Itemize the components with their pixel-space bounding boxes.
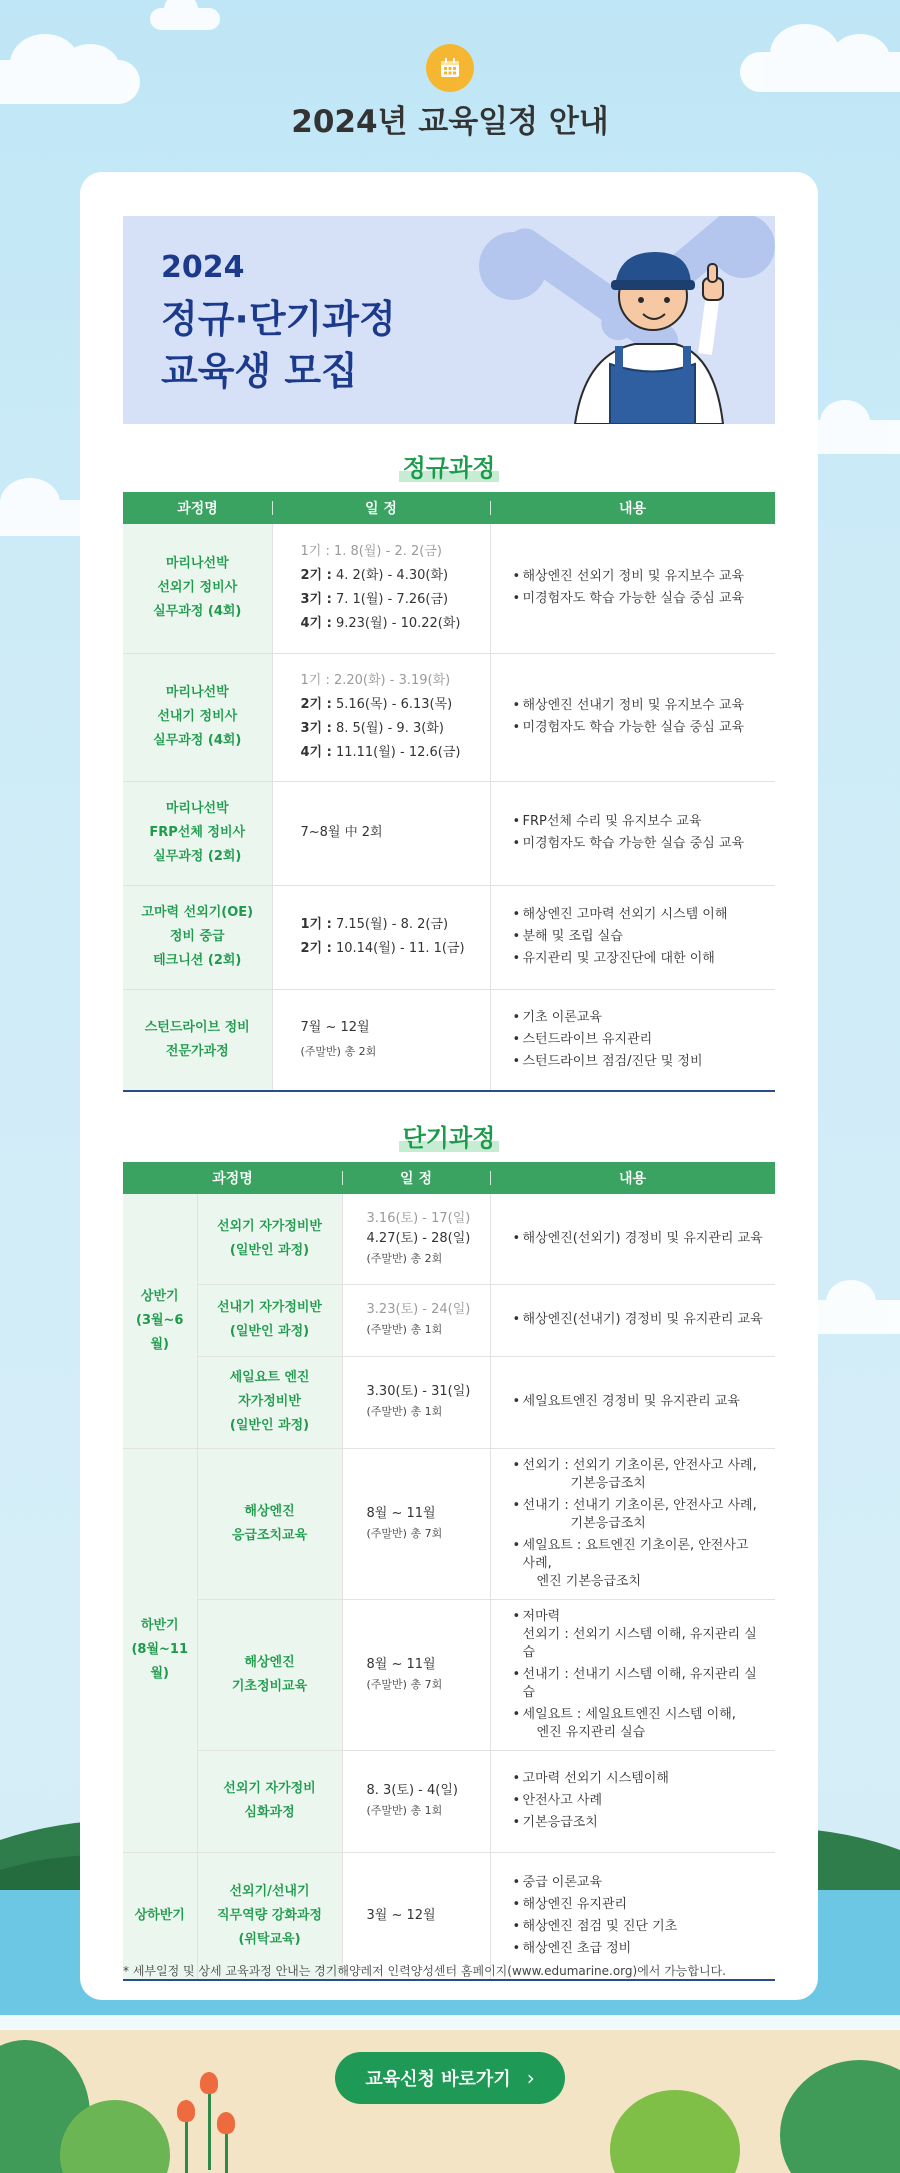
course-content: • 세일요트엔진 경정비 및 유지관리 교육 bbox=[490, 1356, 775, 1448]
period-label: 상하반기 bbox=[123, 1852, 197, 1980]
banner-subheadline: 교육생 모집 bbox=[161, 349, 358, 393]
short-section-title: 단기과정 bbox=[123, 1118, 775, 1153]
course-name: 마리나선박 선외기 정비사 실무과정 (4회) bbox=[123, 524, 272, 653]
course-content: • FRP선체 수리 및 유지보수 교육 • 미경험자도 학습 가능한 실습 중심 교육 bbox=[490, 781, 775, 885]
table-row bbox=[123, 524, 775, 653]
table-row bbox=[123, 1852, 775, 1980]
calendar-icon bbox=[426, 44, 474, 92]
table-row bbox=[123, 885, 775, 989]
recruit-banner bbox=[123, 216, 775, 424]
course-schedule: 7월 ~ 12월 (주말반) 총 2회 bbox=[272, 989, 490, 1091]
course-schedule: 7~8월 中 2회 bbox=[272, 781, 490, 885]
regular-section-title: 정규과정 bbox=[123, 448, 775, 483]
course-content: • 해상엔진 선내기 정비 및 유지보수 교육 • 미경험자도 학습 가능한 실습 중심 교육 bbox=[490, 653, 775, 781]
course-name: 스턴드라이브 정비 전문가과정 bbox=[123, 989, 272, 1091]
course-name: 세일요트 엔진 자가정비반 (일반인 과정) bbox=[197, 1356, 342, 1448]
table-row bbox=[123, 1194, 775, 1284]
course-content: • 기초 이론교육 • 스턴드라이브 유지관리 • 스턴드라이브 점검/진단 및 정비 bbox=[490, 989, 775, 1091]
course-schedule: 8월 ~ 11월 (주말반) 총 7회 bbox=[342, 1448, 490, 1599]
table-row bbox=[123, 1750, 775, 1852]
cloud-decoration bbox=[150, 8, 220, 30]
table-header-row bbox=[123, 1162, 775, 1194]
course-content: • 저마력 선외기 : 선외기 시스템 이해, 유지관리 실습 • 선내기 : 선내기 시스템 이해, 유지관리 실습 • 세일요트 : 세일요트엔진 시스템 이해, 엔진 유지관리 실습 bbox=[490, 1599, 775, 1750]
cloud-decoration bbox=[740, 52, 900, 92]
footnote: * 세부일정 및 상세 교육과정 안내는 경기해양레저 인력양성센터 홈페이지(www.edumarine.org)에서 가능합니다. bbox=[123, 1964, 726, 1978]
mechanic-illustration bbox=[555, 234, 745, 424]
table-header-row bbox=[123, 492, 775, 524]
apply-button-label: 교육신청 바로가기 bbox=[365, 2069, 511, 2090]
apply-button[interactable] bbox=[335, 2052, 565, 2104]
course-content: • 해상엔진(선외기) 경정비 및 유지관리 교육 bbox=[490, 1194, 775, 1284]
flower-decoration bbox=[200, 2072, 218, 2094]
course-name: 마리나선박 선내기 정비사 실무과정 (4회) bbox=[123, 653, 272, 781]
page-title: 2024년 교육일정 안내 bbox=[291, 104, 609, 140]
banner-headline: 정규·단기과정 bbox=[161, 297, 396, 341]
course-schedule: 1기 : 2.20(화) - 3.19(화) 2기 : 5.16(목) - 6.13(목) 3기 : 8. 5(월) - 9. 3(화) 4기 : 11.11(월) - 12.6(금) bbox=[272, 653, 490, 781]
course-name: 선외기/선내기 직무역량 강화과정 (위탁교육) bbox=[197, 1852, 342, 1980]
table-row bbox=[123, 653, 775, 781]
table-row bbox=[123, 1284, 775, 1356]
course-schedule: 3.30(토) - 31(일) (주말반) 총 1회 bbox=[342, 1356, 490, 1448]
course-schedule: 3월 ~ 12월 bbox=[342, 1852, 490, 1980]
course-content: • 중급 이론교육 • 해상엔진 유지관리 • 해상엔진 점검 및 진단 기초 • 해상엔진 초급 정비 bbox=[490, 1852, 775, 1980]
table-row bbox=[123, 781, 775, 885]
banner-year: 2024 bbox=[161, 250, 245, 285]
course-content: • 고마력 선외기 시스템이해 • 안전사고 사례 • 기본응급조치 bbox=[490, 1750, 775, 1852]
course-schedule: 1기 : 1. 8(월) - 2. 2(금) 2기 : 4. 2(화) - 4.30(화) 3기 : 7. 1(월) - 7.26(금) 4기 : 9.23(월) - 10.22(화) bbox=[272, 524, 490, 653]
column-header: 과정명 bbox=[123, 492, 272, 524]
course-content: • 해상엔진(선내기) 경정비 및 유지관리 교육 bbox=[490, 1284, 775, 1356]
course-name: 고마력 선외기(OE) 정비 중급 테크니션 (2회) bbox=[123, 885, 272, 989]
table-row bbox=[123, 1356, 775, 1448]
course-name: 선내기 자가정비반 (일반인 과정) bbox=[197, 1284, 342, 1356]
course-name: 해상엔진 기초정비교육 bbox=[197, 1599, 342, 1750]
course-name: 해상엔진 응급조치교육 bbox=[197, 1448, 342, 1599]
table-row bbox=[123, 1599, 775, 1750]
column-header: 내용 bbox=[490, 1162, 775, 1194]
flower-decoration bbox=[177, 2100, 195, 2122]
course-schedule: 1기 : 7.15(월) - 8. 2(금) 2기 : 10.14(월) - 11. 1(금) bbox=[272, 885, 490, 989]
course-name: 선외기 자가정비반 (일반인 과정) bbox=[197, 1194, 342, 1284]
column-header: 일 정 bbox=[342, 1162, 490, 1194]
chevron-right-icon: › bbox=[526, 2066, 535, 2090]
regular-course-table bbox=[123, 492, 775, 1092]
course-schedule: 3.16(토) - 17(일) 4.27(토) - 28(일) (주말반) 총 2회 bbox=[342, 1194, 490, 1284]
course-content: • 해상엔진 선외기 정비 및 유지보수 교육 • 미경험자도 학습 가능한 실습 중심 교육 bbox=[490, 524, 775, 653]
period-label: 상반기 (3월~6월) bbox=[123, 1194, 197, 1448]
table-row bbox=[123, 989, 775, 1091]
column-header: 과정명 bbox=[123, 1162, 342, 1194]
course-schedule: 8월 ~ 11월 (주말반) 총 7회 bbox=[342, 1599, 490, 1750]
course-content: • 선외기 : 선외기 기초이론, 안전사고 사례, 기본응급조치 • 선내기 : 선내기 기초이론, 안전사고 사례, 기본응급조치 • 세일요트 : 요트엔진 기초이론, 안전사고 사례, 엔진 기본응급조치 bbox=[490, 1448, 775, 1599]
course-name: 선외기 자가정비 심화과정 bbox=[197, 1750, 342, 1852]
course-name: 마리나선박 FRP선체 정비사 실무과정 (2회) bbox=[123, 781, 272, 885]
column-header: 일 정 bbox=[272, 492, 490, 524]
course-schedule: 8. 3(토) - 4(일) (주말반) 총 1회 bbox=[342, 1750, 490, 1852]
short-course-table bbox=[123, 1162, 775, 1981]
table-row bbox=[123, 1448, 775, 1599]
course-schedule: 3.23(토) - 24(일) (주말반) 총 1회 bbox=[342, 1284, 490, 1356]
period-label: 하반기 (8월~11월) bbox=[123, 1448, 197, 1852]
flower-decoration bbox=[217, 2112, 235, 2134]
course-content: • 해상엔진 고마력 선외기 시스템 이해 • 분해 및 조립 실습 • 유지관리 및 고장진단에 대한 이해 bbox=[490, 885, 775, 989]
column-header: 내용 bbox=[490, 492, 775, 524]
